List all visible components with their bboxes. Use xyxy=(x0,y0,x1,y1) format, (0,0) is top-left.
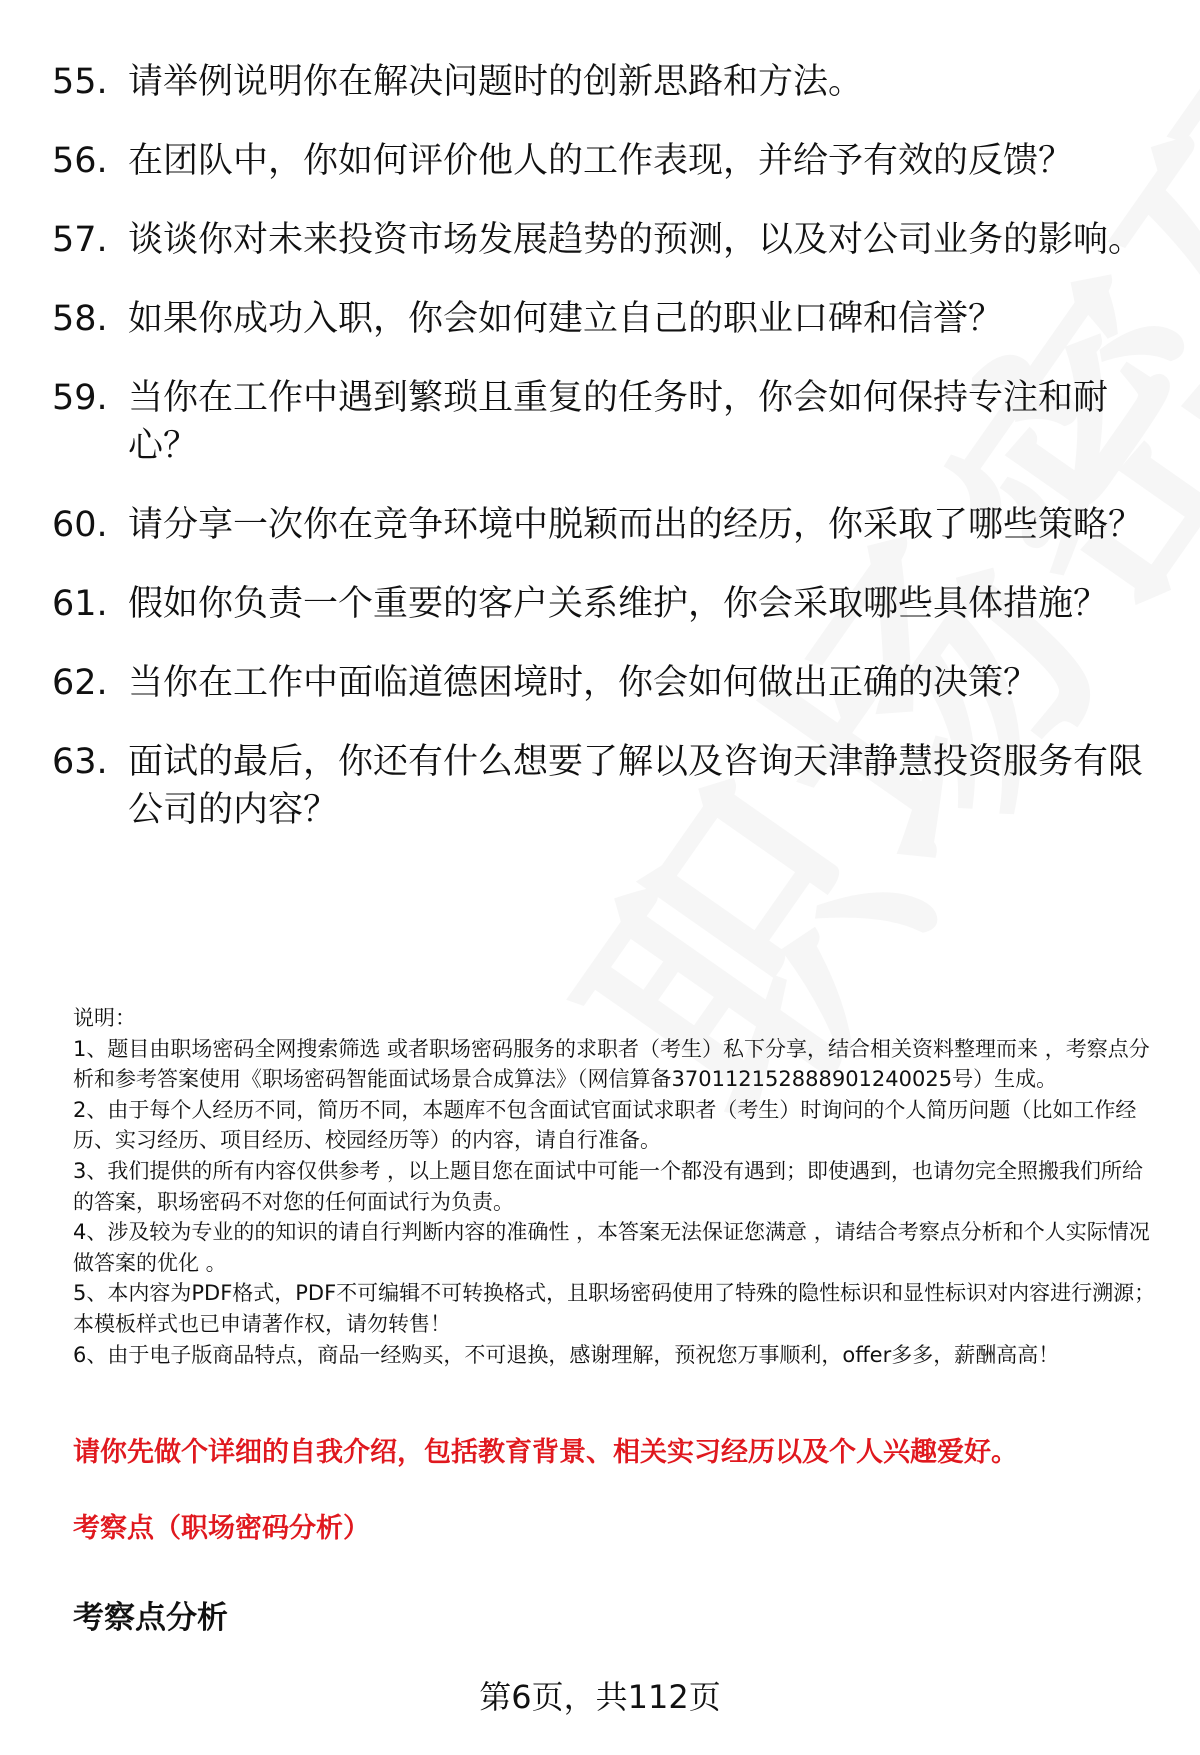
highlighted-question: 请你先做个详细的自我介绍，包括教育背景、相关实习经历以及个人兴趣爱好。 xyxy=(73,1437,1018,1468)
question-number: 59. xyxy=(52,378,108,418)
question-text: 当你在工作中遇到繁琐且重复的任务时，你会如何保持专注和耐心？ xyxy=(128,378,1109,466)
note-item: 2、由于每个人经历不同，简历不同，本题库不包含面试官面试求职者（考生）时询问的个人简历问题（比如工作经历、实习经历、项目经历、校园经历等）的内容，请自行准备。 xyxy=(73,1097,1137,1153)
question-number: 57. xyxy=(52,220,108,260)
question-text: 如果你成功入职，你会如何建立自己的职业口碑和信誉？ xyxy=(128,299,1004,339)
question-item xyxy=(52,374,1152,470)
question-number: 62. xyxy=(52,663,108,703)
note-item: 6、由于电子版商品特点，商品一经购买，不可退换，感谢理解，预祝您万事顺利，offer多多，薪酬高高！ xyxy=(73,1342,1060,1367)
question-number: 58. xyxy=(52,299,108,339)
question-number: 60. xyxy=(52,505,108,545)
analysis-subtitle: 考察点（职场密码分析） xyxy=(73,1513,370,1544)
page-number-footer: 第6页，共112页 xyxy=(479,1678,721,1716)
question-item xyxy=(52,659,1152,707)
question-text: 面试的最后，你还有什么想要了解以及咨询天津静慧投资服务有限公司的内容？ xyxy=(128,742,1144,830)
question-number: 61. xyxy=(52,584,108,624)
notes-heading: 说明： xyxy=(73,1006,136,1030)
question-item xyxy=(52,216,1152,264)
note-item: 4、涉及较为专业的的知识的请自行判断内容的准确性 ，本答案无法保证您满意 ，请结合考察点分析和个人实际情况做答案的优化 。 xyxy=(73,1220,1150,1275)
question-item xyxy=(52,295,1152,343)
question-number: 55. xyxy=(52,62,108,102)
note-item: 5、本内容为PDF格式，PDF不可编辑不可转换格式，且职场密码使用了特殊的隐性标识和显性标识对内容进行溯源；本模板样式也已申请著作权，请勿转售！ xyxy=(73,1281,1156,1336)
question-text: 假如你负责一个重要的客户关系维护，你会采取哪些具体措施？ xyxy=(128,584,1109,624)
note-item: 1、题目由职场密码全网搜索筛选 或者职场密码服务的求职者（考生）私下分享，结合相关资料整理而来 ，考察点分析和参考答案使用《职场密码智能面试场景合成算法》（网信算备370112152888901240025号）生成。 xyxy=(73,1036,1150,1092)
question-text: 谈谈你对未来投资市场发展趋势的预测，以及对公司业务的影响。 xyxy=(128,220,1144,260)
question-text: 在团队中，你如何评价他人的工作表现，并给予有效的反馈？ xyxy=(128,141,1074,181)
question-list xyxy=(52,58,1152,865)
note-item: 3、我们提供的所有内容仅供参考 ，以上题目您在面试中可能一个都没有遇到；即使遇到，也请勿完全照搬我们所给的答案，职场密码不对您的任何面试行为负责。 xyxy=(73,1158,1144,1214)
question-item xyxy=(52,58,1152,106)
question-text: 请举例说明你在解决问题时的创新思路和方法。 xyxy=(128,62,864,102)
section-heading: 考察点分析 xyxy=(73,1600,228,1636)
question-item xyxy=(52,137,1152,185)
question-text: 请分享一次你在竞争环境中脱颖而出的经历，你采取了哪些策略？ xyxy=(128,505,1144,545)
question-number: 63. xyxy=(52,742,108,782)
question-text: 当你在工作中面临道德困境时，你会如何做出正确的决策？ xyxy=(128,663,1039,703)
question-item xyxy=(52,501,1152,549)
question-item xyxy=(52,738,1152,834)
question-item xyxy=(52,580,1152,628)
question-number: 56. xyxy=(52,141,108,181)
disclaimer-notes xyxy=(73,1003,1163,1370)
